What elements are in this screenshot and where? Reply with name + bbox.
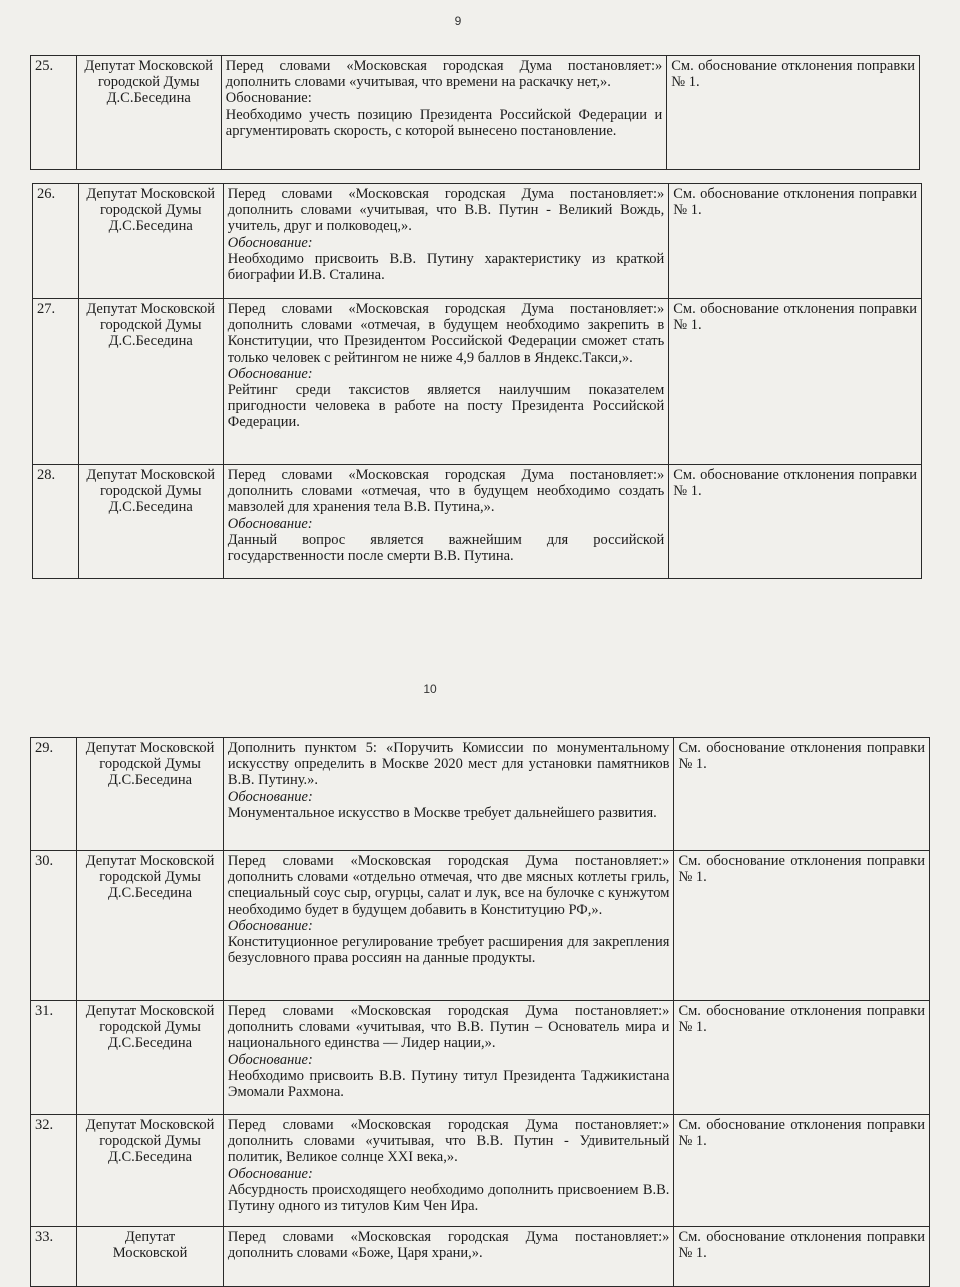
justification-text: Данный вопрос является важнейшим для российской государственности после смерти В.В. Путина. xyxy=(227,531,665,565)
justification-label: Обоснование: xyxy=(227,788,313,805)
table-row xyxy=(31,738,930,851)
amendment-table-26-28 xyxy=(32,183,922,579)
amendment-text-cell xyxy=(223,299,669,465)
amendment-text-cell xyxy=(223,184,669,299)
amendment-result: См. обоснование отклонения поправки № 1. xyxy=(667,56,920,170)
amendment-author: Депутат Московской городской Думы Д.С.Беседина xyxy=(78,465,223,579)
table-row xyxy=(31,1115,930,1227)
amendment-result: См. обоснование отклонения поправки № 1. xyxy=(674,738,930,851)
amendment-number: 29. xyxy=(31,738,77,851)
table-row xyxy=(33,465,922,579)
justification-label: Обоснование: xyxy=(227,1051,313,1068)
amendment-text-cell xyxy=(223,851,674,1001)
amendment-text-cell xyxy=(223,1001,674,1115)
amendment-text: Перед словами «Московская городская Дума постановляет:» дополнить словами «учитывая, что В.В. Путин - Удивительный политик, Великое солнце XXI века,». xyxy=(227,1117,670,1166)
page-number-bottom: 10 xyxy=(423,682,437,696)
author-line: Депутат xyxy=(124,1229,176,1245)
justification-label: Обоснование: xyxy=(227,234,313,251)
amendment-author: Депутат Московской городской Думы Д.С.Беседина xyxy=(77,1001,224,1115)
justification-label: Обоснование: xyxy=(227,917,313,934)
amendment-result: См. обоснование отклонения поправки № 1. xyxy=(669,184,922,299)
amendment-number: 27. xyxy=(33,299,79,465)
justification-text: Необходимо присвоить В.В. Путину характеристику из краткой биографии И.В. Сталина. xyxy=(227,250,665,284)
amendment-text: Перед словами «Московская городская Дума постановляет:» дополнить словами «учитывая, что В.В. Путин - Великий Вождь, учитель, друг и полководец,». xyxy=(227,186,665,235)
page-number-top: 9 xyxy=(454,14,462,28)
amendment-author: Депутат Московской городской Думы Д.С.Беседина xyxy=(78,184,223,299)
amendment-text: Дополнить пунктом 5: «Поручить Комиссии по монументальному искусству определить в Москве 2020 мест для установки памятников В.В. Путину.». xyxy=(227,740,670,789)
amendment-number: 26. xyxy=(33,184,79,299)
amendment-author: Депутат Московской городской Думы Д.С.Беседина xyxy=(78,299,223,465)
amendment-author: Депутат Московской городской Думы Д.С.Беседина xyxy=(76,56,221,170)
amendment-author xyxy=(77,1227,224,1287)
justification-label: Обоснование: xyxy=(227,1165,313,1182)
justification-text: Рейтинг среди таксистов является наилучшим показателем пригодности человека в работе на посту Президента Российской Федерации. xyxy=(227,382,665,431)
justification-label: Обоснование: xyxy=(227,515,313,532)
amendment-text: Перед словами «Московская городская Дума постановляет:» дополнить словами «учитывая, что В.В. Путин – Основатель мира и национального единства — Лидер нации,». xyxy=(227,1003,670,1052)
amendment-table-25 xyxy=(30,55,920,170)
table-row xyxy=(33,184,922,299)
amendment-number: 28. xyxy=(33,465,79,579)
amendment-number: 30. xyxy=(31,851,77,1001)
amendment-text: Перед словами «Московская городская Дума постановляет:» дополнить словами «Боже, Царя храни,». xyxy=(227,1229,670,1262)
amendment-text: Перед словами «Московская городская Дума постановляет:» дополнить словами «отмечая, в будущем необходимо закрепить в Конституции, что Президентом Российской Федерации сможет стать только человек с рейтингом не ниже 4,9 баллов в Яндекс.Такси,». xyxy=(227,301,665,366)
table-row xyxy=(31,1001,930,1115)
table-row xyxy=(31,56,920,170)
amendment-text-cell xyxy=(223,738,674,851)
table-row xyxy=(33,299,922,465)
amendment-result: См. обоснование отклонения поправки № 1. xyxy=(669,299,922,465)
amendment-text-cell xyxy=(221,56,667,170)
amendment-text-cell xyxy=(223,1115,674,1227)
justification-label: Обоснование: xyxy=(225,90,312,107)
amendment-author: Депутат Московской городской Думы Д.С.Беседина xyxy=(77,851,224,1001)
justification-label: Обоснование: xyxy=(227,365,313,382)
amendment-result: См. обоснование отклонения поправки № 1. xyxy=(674,1115,930,1227)
amendment-result: См. обоснование отклонения поправки № 1. xyxy=(674,1227,930,1287)
table-row xyxy=(31,851,930,1001)
amendment-author: Депутат Московской городской Думы Д.С.Беседина xyxy=(77,1115,224,1227)
justification-text: Необходимо учесть позицию Президента Российской Федерации и аргументировать скорость, с которой вынесено постановление. xyxy=(225,106,663,139)
amendment-text-cell xyxy=(223,465,669,579)
justification-text: Абсурдность происходящего необходимо дополнить присвоением В.В. Путину одного из титулов Ким Чен Ира. xyxy=(227,1181,670,1215)
amendment-text-cell xyxy=(223,1227,674,1287)
amendment-text: Перед словами «Московская городская Дума постановляет:» дополнить словами «отмечая, что в будущем необходимо создать мавзолей для хранения тела В.В. Путина,». xyxy=(227,467,665,516)
author-line: Московской xyxy=(112,1245,188,1262)
justification-text: Необходимо присвоить В.В. Путину титул Президента Таджикистана Эмомали Рахмона. xyxy=(227,1067,670,1101)
table-row xyxy=(31,1227,930,1287)
amendment-number: 33. xyxy=(31,1227,77,1287)
amendment-number: 31. xyxy=(31,1001,77,1115)
amendment-text: Перед словами «Московская городская Дума постановляет:» дополнить словами «учитывая, что времени на раскачку нет,». xyxy=(225,58,663,91)
justification-text: Конституционное регулирование требует расширения для закрепления безусловного права россиян на данные продукты. xyxy=(227,934,670,967)
amendment-text: Перед словами «Московская городская Дума постановляет:» дополнить словами «отдельно отмечая, что две мясных котлеты гриль, специальный соус сыр, огурцы, салат и лук, все на булочке с кунжутом необходимо будет в будущем добавить в Конституцию РФ,». xyxy=(227,853,670,918)
amendment-author: Депутат Московской городской Думы Д.С.Беседина xyxy=(77,738,224,851)
justification-text: Монументальное искусство в Москве требует дальнейшего развития. xyxy=(227,804,657,821)
amendment-number: 25. xyxy=(31,56,77,170)
amendment-number: 32. xyxy=(31,1115,77,1227)
amendment-table-29-33 xyxy=(30,737,930,1287)
amendment-result: См. обоснование отклонения поправки № 1. xyxy=(674,851,930,1001)
amendment-result: См. обоснование отклонения поправки № 1. xyxy=(674,1001,930,1115)
amendment-result: См. обоснование отклонения поправки № 1. xyxy=(669,465,922,579)
